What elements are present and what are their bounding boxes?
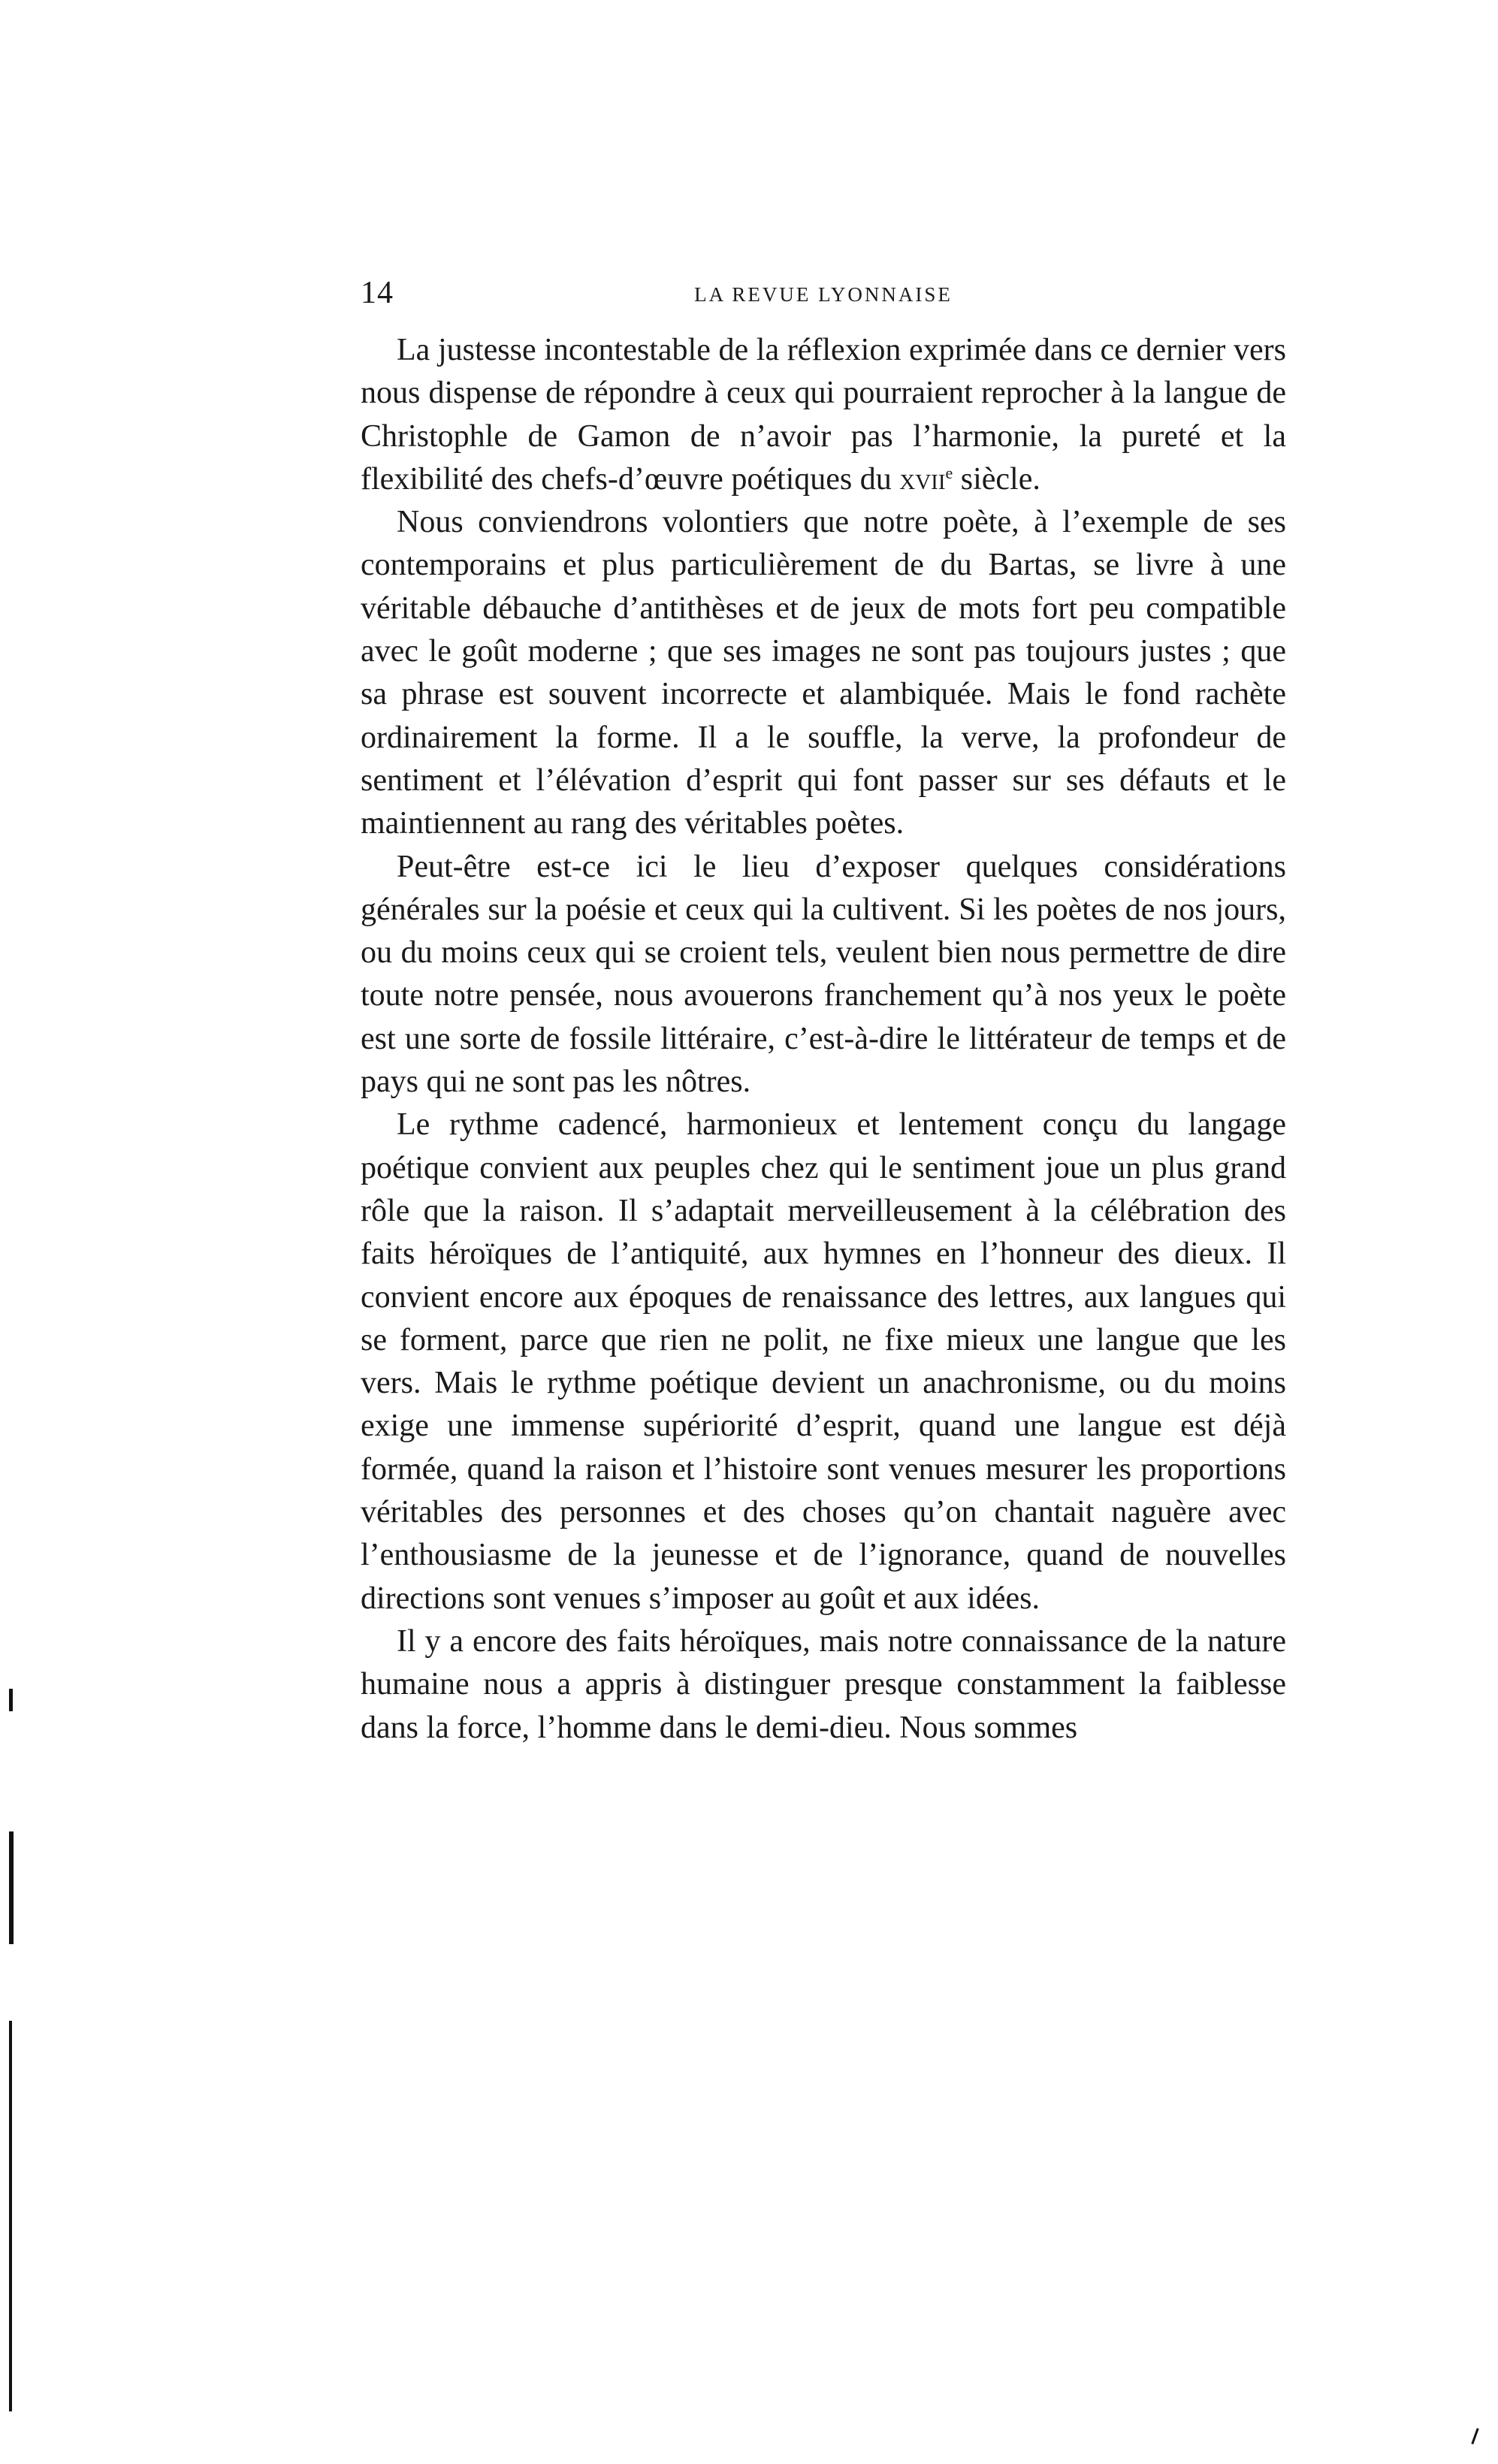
paragraph-1 — [361, 329, 1286, 501]
scan-margin-mark — [1471, 2428, 1478, 2444]
paragraph-1-text-end: siècle. — [953, 461, 1040, 497]
scan-margin-mark — [9, 1689, 13, 1711]
article-body — [361, 329, 1286, 1750]
paragraph-4: Le rythme cadencé, harmonieux et lentement conçu du langage poétique convient aux peuples chez qui le sentiment joue un plus grand rôle que la raison. Il s’adaptait merveilleusement à la célébration des faits héroïques de l’antiquité, aux hymnes en l’honneur des dieux. Il convient encore aux époques de renaissance des lettres, aux langues qui se forment, parce que rien ne polit, ne fixe mieux une langue que les vers. Mais le rythme poétique devient un anachronisme, ou du moins exige une immense supériorité d’esprit, quand une langue est déjà formée, quand la raison et l’histoire sont venues mesurer les proportions véritables des personnes et des choses qu’on chantait naguère avec l’enthousiasme de la jeunesse et de l’ignorance, quand de nouvelles directions sont venues s’imposer au goût et aux idées. — [361, 1107, 1286, 1616]
journal-title: LA REVUE LYONNAISE — [694, 283, 953, 306]
paragraph-5: Il y a encore des faits héroïques, mais notre connaissance de la nature humaine nous a appris à distinguer presque constamment la faiblesse dans la force, l’homme dans le demi-dieu. Nous sommes — [361, 1623, 1286, 1745]
paragraph-3: Peut-être est-ce ici le lieu d’exposer quelques considérations générales sur la poésie et ceux qui la cultivent. Si les poètes de nos jours, ou du moins ceux qui se croient tels, veulent bien nous permettre de dire toute notre pensée, nous avouerons franchement qu’à nos yeux le poète est une sorte de fossile littéraire, c’est-à-dire le littérateur de temps et de pays qui ne sont pas les nôtres. — [361, 849, 1286, 1100]
running-head — [361, 270, 1286, 316]
century-numeral: xvii — [899, 461, 946, 497]
paragraph-1-text: La justesse incontestable de la réflexion exprimée dans ce dernier vers nous dispense de répondre à ceux qui pourraient reprocher à la langue de Christophle de Gamon de n’avoir pas l’harmonie, la pureté et la flexibilité des chefs-d’œuvre poétiques du — [361, 333, 1286, 497]
scan-margin-mark — [9, 2021, 12, 2411]
page-number: 14 — [361, 276, 394, 310]
paragraph-2: Nous conviendrons volontiers que notre poète, à l’exemple de ses contemporains et plus particulièrement de du Bartas, se livre à une véritable débauche d’antithèses et de jeux de mots fort peu compatible avec le goût moderne ; que ses images ne sont pas toujours justes ; que sa phrase est souvent incorrecte et alambiquée. Mais le fond rachète ordinairement la forme. Il a le souffle, la verve, la profondeur de sentiment et l’élévation d’esprit qui font passer sur ses défauts et le maintiennent au rang des véritables poètes. — [361, 505, 1286, 841]
scan-margin-mark — [9, 1831, 14, 1944]
century-suffix: e — [945, 463, 953, 482]
